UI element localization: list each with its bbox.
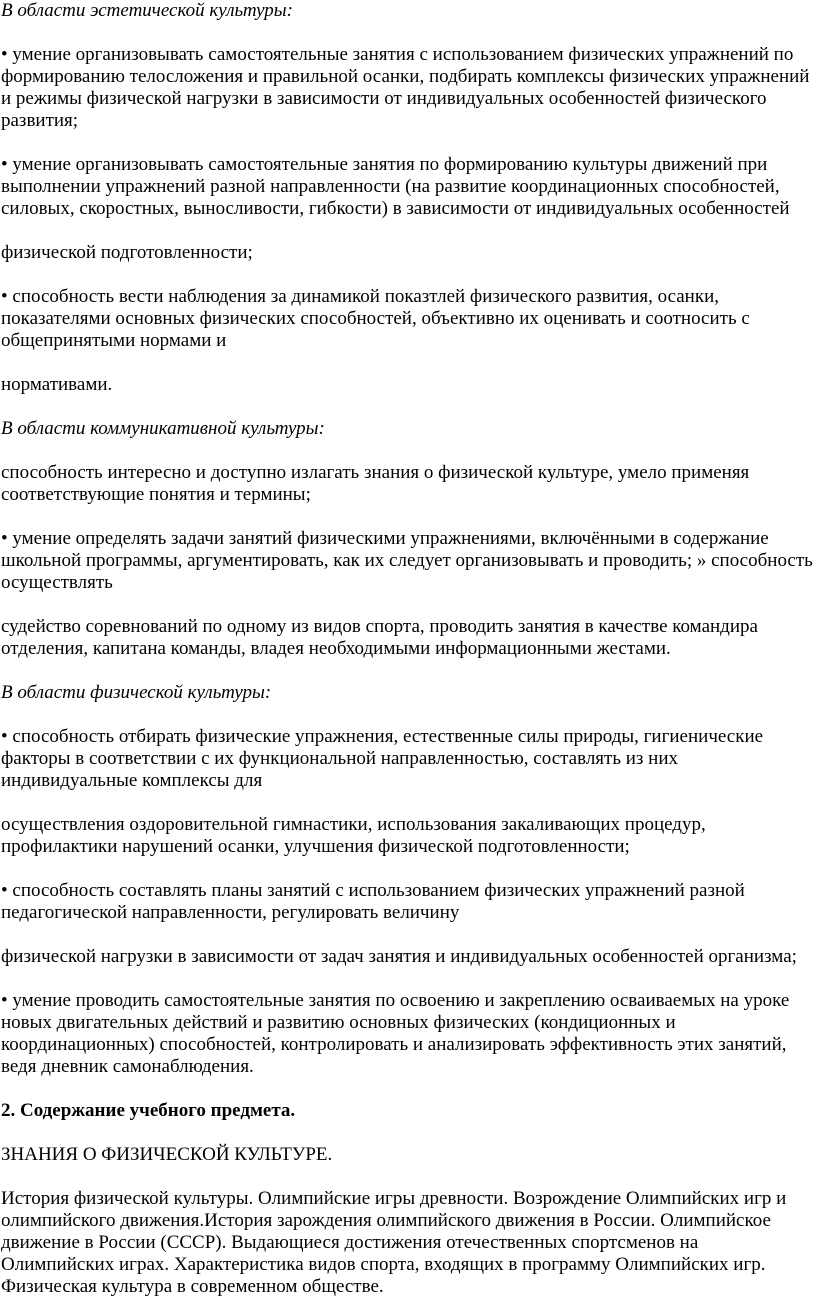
section-heading-knowledge: ЗНАНИЯ О ФИЗИЧЕСКОЙ КУЛЬТУРЕ.	[1, 1144, 333, 1165]
paragraph: • способность отбирать физические упражнения, естественные силы природы, гигиенические факторы в соответствии с их функциональной направленностью, составлять из них индивидуальные комплексы для	[1, 726, 764, 791]
paragraph: • умение проводить самостоятельные занятия по освоению и закреплению осваиваемых на уроке новых двигательных действий и развитию основных физических (кондиционных и координационных) способностей, контролировать и анализировать эффективность этих занятий, ведя дневник самонаблюдения.	[1, 990, 790, 1077]
paragraph: судейство соревнований по одному из видов спорта, проводить занятия в качестве командира отделения, капитана команды, владея необходимыми информационными жестами.	[1, 616, 758, 659]
paragraph: • умение организовывать самостоятельные занятия с использованием физических упражнений по формированию телосложения и правильной осанки, подбирать комплексы физических упражнений и режимы физической нагрузки в зависимости от индивидуальных особенностей физического развития;	[1, 44, 810, 131]
paragraph: осуществления оздоровительной гимнастики, использования закаливающих процедур, профилактики нарушений осанки, улучшения физической подготовленности;	[1, 814, 706, 857]
paragraph: • умение определять задачи занятий физическими упражнениями, включёнными в содержание школьной программы, аргументировать, как их следует организовывать и проводить; » способность осуществлять	[1, 528, 813, 593]
paragraph: нормативами.	[1, 374, 113, 395]
paragraph: • способность вести наблюдения за динамикой показтлей физического развития, осанки, показателями основных физических способностей, объективно их оценивать и соотносить с общепринятыми нормами и	[1, 286, 750, 351]
paragraph: физической подготовленности;	[1, 242, 253, 263]
heading-physical-culture: В области физической культуры:	[1, 682, 272, 703]
paragraph: • способность составлять планы занятий с использованием физических упражнений разной педагогической направленности, регулировать величину	[1, 880, 745, 923]
heading-communicative-culture: В области коммуникативной культуры:	[1, 418, 325, 439]
paragraph: физической нагрузки в зависимости от задач занятия и индивидуальных особенностей организма;	[1, 946, 797, 967]
section-title-content: 2. Содержание учебного предмета.	[1, 1100, 296, 1121]
paragraph: способность интересно и доступно излагать знания о физической культуре, умело применяя соответствующие понятия и термины;	[1, 462, 750, 505]
paragraph: • умение организовывать самостоятельные занятия по формированию культуры движений при выполнении упражнений разной направленности (на развитие координационных способностей, силовых, скоростных, выносливости, гибкости) в зависимости от индивидуальных особенностей	[1, 154, 790, 219]
paragraph: История физической культуры. Олимпийские игры древности. Возрождение Олимпийских игр и олимпийского движения.История зарождения олимпийского движения в России. Олимпийское движение в России (СССР). Выдающиеся достижения отечественных спортсменов на Олимпийских играх. Характеристика видов спорта, входящих в программу Олимпийских игр. Физическая культура в современном обществе.	[1, 1188, 787, 1297]
heading-aesthetic-culture: В области эстетической культуры:	[1, 0, 294, 21]
